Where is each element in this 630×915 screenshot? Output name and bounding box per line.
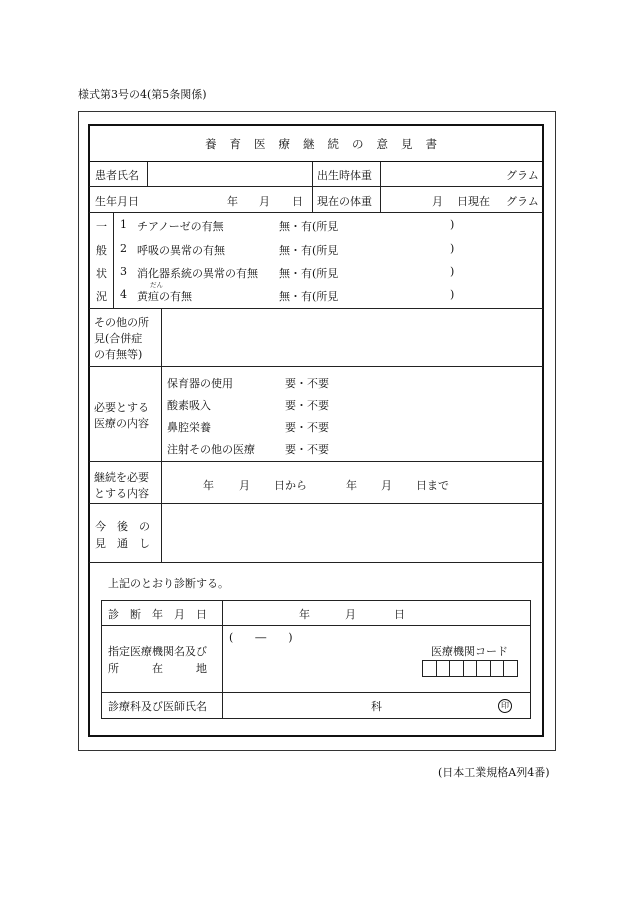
form-number: 様式第3号の4(第5条関係)	[78, 88, 207, 101]
cont-from-month: 月	[239, 479, 250, 492]
other-findings-label: 見(合併症	[94, 332, 143, 345]
cw-as-of-day: 日現在	[457, 195, 490, 208]
continuation-label: とする内容	[94, 487, 149, 500]
care-item-label: 鼻腔栄養	[167, 421, 211, 434]
care-item-label: 注射その他の医療	[167, 443, 255, 456]
divider	[380, 162, 381, 212]
cont-until-month: 月	[381, 479, 392, 492]
prospect-field[interactable]	[164, 506, 540, 560]
form-title: 養育医療継続の意見書	[205, 137, 450, 151]
status-item-num: 4	[120, 288, 127, 301]
institution-label: 指定医療機関名及び	[108, 645, 207, 658]
diagnosis-date-label: 診 断 年 月 日	[108, 608, 207, 621]
current-weight-label: 現在の体重	[317, 195, 372, 208]
continuation-label: 継続を必要	[94, 471, 149, 484]
required-care-label: 医療の内容	[94, 417, 149, 430]
divider	[101, 692, 531, 693]
status-item-options[interactable]: 無・有(所見	[279, 244, 339, 257]
divider	[113, 212, 114, 308]
phone-parens: ( ― )	[229, 631, 293, 644]
status-item-num: 3	[120, 265, 127, 278]
status-item-close: )	[450, 218, 455, 231]
other-findings-label: の有無等)	[94, 348, 143, 361]
divider	[89, 186, 543, 187]
divider	[89, 503, 543, 504]
code-digit-box[interactable]	[436, 660, 451, 677]
status-item-label: 呼吸の異常の有無	[137, 244, 225, 257]
patient-name-label: 患者氏名	[95, 169, 139, 182]
status-item-label: 黄疸の有無	[137, 290, 192, 303]
status-item-options[interactable]: 無・有(所見	[279, 290, 339, 303]
patient-name-field[interactable]	[150, 164, 310, 184]
prospect-label: 見 通 し	[95, 537, 150, 550]
divider	[147, 162, 148, 186]
divider	[89, 161, 543, 162]
diagnosis-statement: 上記のとおり診断する。	[108, 577, 229, 590]
birth-weight-field[interactable]	[384, 164, 484, 184]
status-item-options[interactable]: 無・有(所見	[279, 220, 339, 233]
prospect-label: 今 後 の	[95, 520, 150, 533]
dob-label: 生年月日	[95, 195, 139, 208]
department-suffix: 科	[371, 700, 382, 713]
birth-weight-label: 出生時体重	[317, 169, 372, 182]
dob-year: 年	[227, 195, 238, 208]
status-item-close: )	[450, 288, 455, 301]
institution-label: 所 在 地	[108, 662, 207, 675]
general-status-char: 況	[96, 290, 107, 303]
status-item-label: チアノーゼの有無	[137, 220, 224, 233]
divider	[89, 562, 543, 563]
care-item-options[interactable]: 要・不要	[285, 377, 329, 390]
divider	[89, 461, 543, 462]
other-findings-label: その他の所	[94, 316, 149, 329]
care-item-label: 保育器の使用	[167, 377, 233, 390]
code-digit-box[interactable]	[490, 660, 505, 677]
ruby-annotation: だん	[150, 281, 163, 289]
cont-from-year: 年	[203, 479, 214, 492]
status-item-close: )	[450, 242, 455, 255]
cont-from-suffix: 日から	[274, 479, 307, 492]
divider	[89, 366, 543, 367]
diag-day: 日	[394, 608, 405, 621]
code-digit-box[interactable]	[463, 660, 478, 677]
dob-day: 日	[292, 195, 303, 208]
diagnosis-date-field[interactable]	[224, 602, 529, 623]
status-item-close: )	[450, 265, 455, 278]
gram-unit: グラム	[506, 169, 539, 182]
doctor-label: 診療科及び医師氏名	[108, 700, 207, 713]
divider	[89, 212, 543, 213]
code-digit-box[interactable]	[422, 660, 437, 677]
cw-gram-unit: グラム	[506, 195, 539, 208]
divider	[161, 308, 162, 562]
code-digit-box[interactable]	[476, 660, 491, 677]
institution-code-label: 医療機関コード	[431, 645, 508, 658]
other-findings-field[interactable]	[164, 311, 540, 363]
cont-until-suffix: 日まで	[416, 479, 449, 492]
status-item-label: 消化器系統の異常の有無	[137, 267, 258, 280]
code-digit-box[interactable]	[503, 660, 518, 677]
cont-until-year: 年	[346, 479, 357, 492]
care-item-label: 酸素吸入	[167, 399, 211, 412]
cw-month: 月	[432, 195, 443, 208]
care-item-options[interactable]: 要・不要	[285, 443, 329, 456]
status-item-options[interactable]: 無・有(所見	[279, 267, 339, 280]
divider	[222, 600, 223, 719]
status-item-num: 1	[120, 218, 127, 231]
diag-year: 年	[299, 608, 310, 621]
required-care-label: 必要とする	[94, 401, 149, 414]
general-status-char: 状	[96, 267, 107, 280]
status-item-num: 2	[120, 242, 127, 255]
care-item-options[interactable]: 要・不要	[285, 421, 329, 434]
divider	[312, 162, 313, 212]
general-status-char: 般	[96, 244, 107, 257]
general-status-char: 一	[96, 220, 107, 233]
seal-mark: 印	[498, 699, 512, 713]
paper-standard: (日本工業規格A列4番)	[438, 766, 550, 779]
diag-month: 月	[345, 608, 356, 621]
divider	[101, 625, 531, 626]
care-item-options[interactable]: 要・不要	[285, 399, 329, 412]
code-digit-box[interactable]	[449, 660, 464, 677]
divider	[89, 308, 543, 309]
dob-month: 月	[259, 195, 270, 208]
